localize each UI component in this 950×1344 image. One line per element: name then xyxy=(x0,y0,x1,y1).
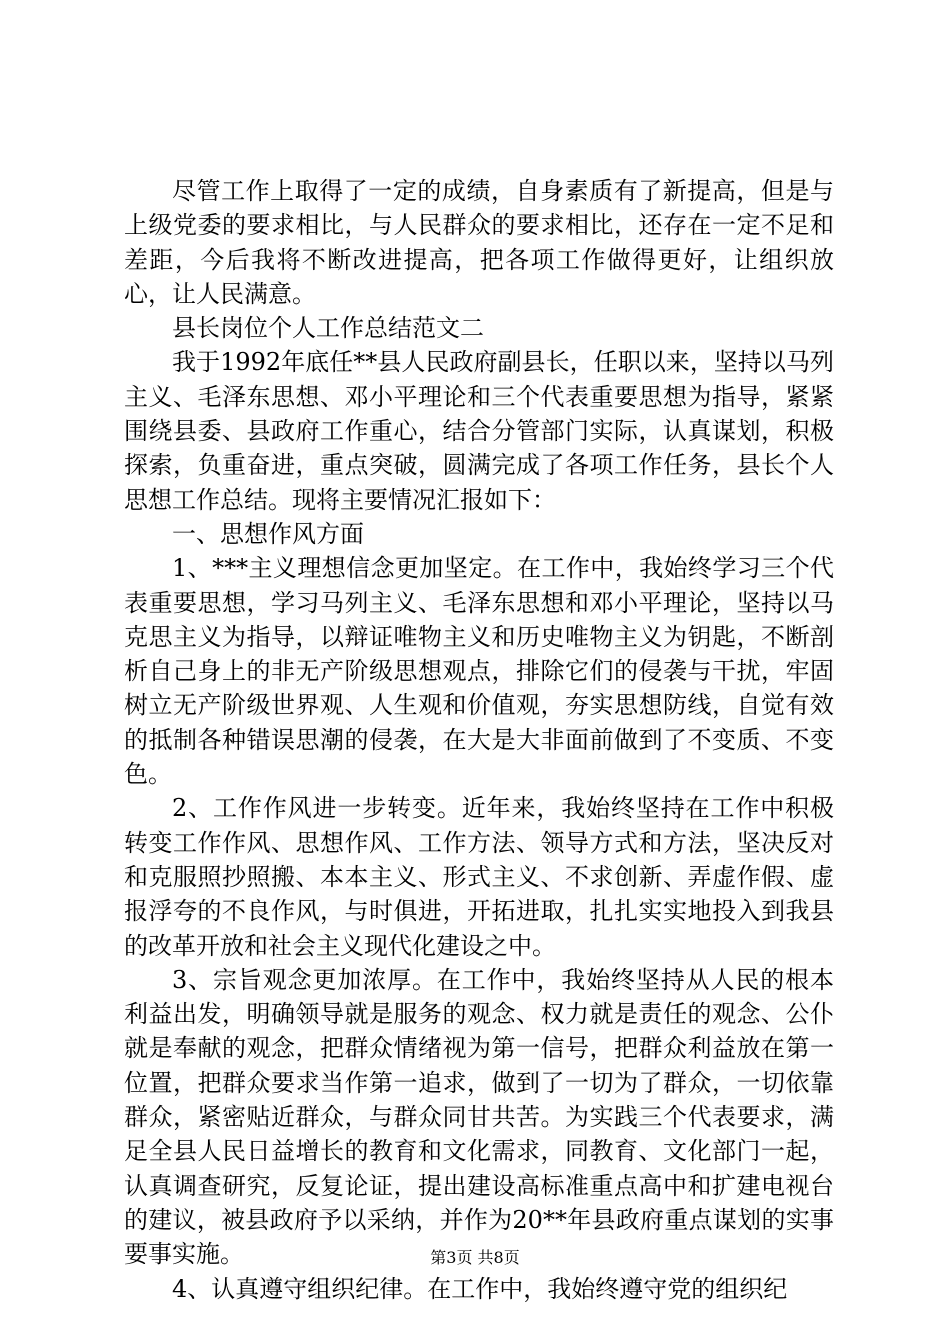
paragraph-item-4: 4、认真遵守组织纪律。在工作中，我始终遵守党的组织纪 xyxy=(172,1274,788,1303)
paragraph-item-1: 1、***主义理想信念更加坚定。在工作中，我始终学习三个代表重要思想，学习马列主义、毛泽东思想和邓小平理论，坚持以马克思主义为指导，以辩证唯物主义和历史唯物主义为钥匙，不断剖析自己身上的非无产阶级思想观点，排除它们的侵袭与干扰，牢固树立无产阶级世界观、人生观和价值观，夯实思想防线，自觉有效的抵制各种错误思潮的侵袭，在大是大非面前做到了不变质、不变色。 xyxy=(124,554,834,789)
section-heading: 一、思想作风方面 xyxy=(172,519,364,548)
page-number-footer: 第3页 共8页 xyxy=(430,1248,520,1267)
document-body xyxy=(124,174,834,1306)
paragraph-item-2: 2、工作作风进一步转变。近年来，我始终坚持在工作中积极转变工作作风、思想作风、工作方法、领导方式和方法，坚决反对和克服照抄照搬、本本主义、形式主义、不求创新、弄虚作假、虚报浮夸的不良作风，与时俱进，开拓进取，扎扎实实地投入到我县的改革开放和社会主义现代化建设之中。 xyxy=(124,794,834,960)
paragraph-intro: 我于1992年底任**县人民政府副县长，任职以来，坚持以马列主义、毛泽东思想、邓小平理论和三个代表重要思想为指导，紧紧围绕县委、县政府工作重心，结合分管部门实际，认真谋划，积极探索，负重奋进，重点突破，圆满完成了各项工作任务，县长个人思想工作总结。现将主要情况汇报如下： xyxy=(124,348,834,514)
paragraph-item-3: 3、宗旨观念更加浓厚。在工作中，我始终坚持从人民的根本利益出发，明确领导就是服务的观念、权力就是责任的观念、公仆就是奉献的观念，把群众情绪视为第一信号，把群众利益放在第一位置，把群众要求当作第一追求，做到了一切为了群众，一切依靠群众，紧密贴近群众，与群众同甘共苦。为实践三个代表要求，满足全县人民日益增长的教育和文化需求，同教育、文化部门一起，认真调查研究，反复论证，提出建设高标准重点高中和扩建电视台的建议，被县政府予以采纳，并作为20**年县政府重点谋划的实事要事实施。 xyxy=(124,965,834,1269)
paragraph-conclusion: 尽管工作上取得了一定的成绩，自身素质有了新提高，但是与上级党委的要求相比，与人民群众的要求相比，还存在一定不足和差距，今后我将不断改进提高，把各项工作做得更好，让组织放心，让人民满意。 xyxy=(124,177,834,308)
section-title: 县长岗位个人工作总结范文二 xyxy=(172,314,484,343)
